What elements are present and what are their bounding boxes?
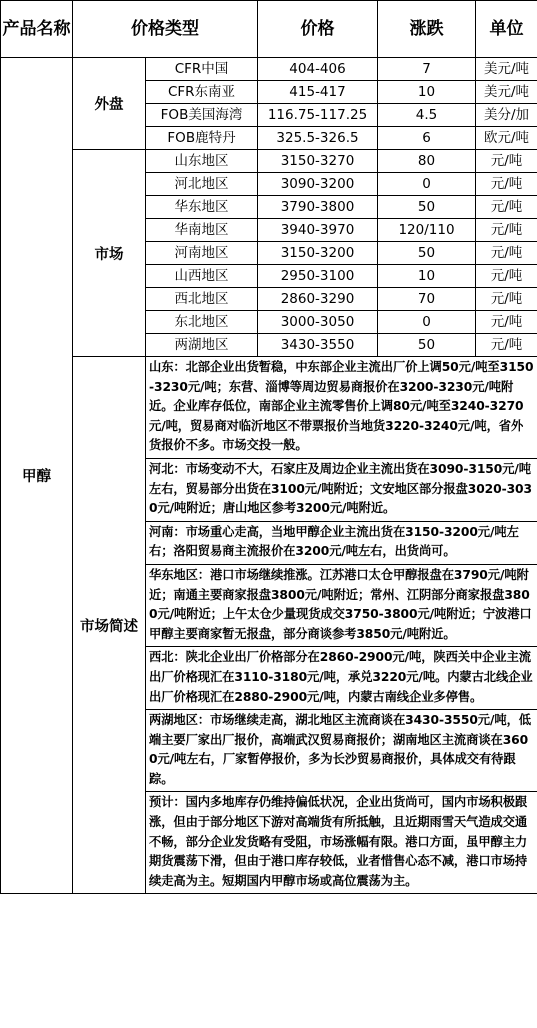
- table-body: [1, 58, 537, 894]
- price-cell: 116.75-117.25: [258, 104, 378, 127]
- unit-cell: 元/吨: [476, 265, 537, 288]
- change-cell: 120/110: [378, 219, 476, 242]
- group-foreign: 外盘: [73, 58, 146, 150]
- unit-cell: 元/吨: [476, 288, 537, 311]
- change-cell: 0: [378, 311, 476, 334]
- price-cell: 3150-3200: [258, 242, 378, 265]
- note-row: [146, 792, 537, 893]
- price-cell: 3090-3200: [258, 173, 378, 196]
- change-cell: 7: [378, 58, 476, 81]
- price-cell: 3150-3270: [258, 150, 378, 173]
- summary-notes: [146, 357, 537, 894]
- note-row: [146, 458, 537, 521]
- price-type-cell: 西北地区: [146, 288, 258, 311]
- note-row: [146, 357, 537, 458]
- price-cell: 404-406: [258, 58, 378, 81]
- note-text: 河北：市场变动不大，石家庄及周边企业主流出货在3090-3150元/吨左右，贸易部分出货在3100元/吨附近；文安地区部分报盘3020-3030元/吨附近；唐山地区参考3200元/吨附近。: [149, 461, 532, 516]
- product-name-cell: 甲醇: [1, 58, 73, 894]
- unit-cell: 欧元/吨: [476, 127, 537, 150]
- price-type-cell: CFR中国: [146, 58, 258, 81]
- price-cell: 2860-3290: [258, 288, 378, 311]
- group-summary: 市场简述: [73, 357, 146, 894]
- unit-cell: 元/吨: [476, 311, 537, 334]
- change-cell: 50: [378, 334, 476, 357]
- price-cell: 415-417: [258, 81, 378, 104]
- note-text: 华东地区：港口市场继续推涨。江苏港口太仓甲醇报盘在3790元/吨附近；南通主要商家报盘3800元/吨附近；常州、江阴部分商家报盘3800元/吨附近；上午太仓少量现货成交3750-3800元/吨附近；宁波港口甲醇主要商家暂无报盘，部分商谈参考3850元/吨附近。: [149, 567, 532, 641]
- note-cell: [146, 521, 537, 564]
- price-cell: 3790-3800: [258, 196, 378, 219]
- price-type-cell: 华南地区: [146, 219, 258, 242]
- unit-cell: 元/吨: [476, 242, 537, 265]
- table-row: [1, 58, 537, 81]
- change-cell: 70: [378, 288, 476, 311]
- unit-cell: 元/吨: [476, 219, 537, 242]
- change-cell: 80: [378, 150, 476, 173]
- price-type-cell: 东北地区: [146, 311, 258, 334]
- unit-cell: 元/吨: [476, 334, 537, 357]
- note-text: 西北：陕北企业出厂价格部分在2860-2900元/吨，陕西关中企业主流出厂价格现汇在3110-3180元/吨，承兑3220元/吨。内蒙古北线企业出厂价格现汇在2880-2900元/吨，内蒙古南线企业多停售。: [149, 650, 533, 704]
- header-product: 产品名称: [1, 1, 73, 58]
- change-cell: 10: [378, 265, 476, 288]
- unit-cell: 美分/加: [476, 104, 537, 127]
- notes-table: [146, 357, 537, 893]
- header-unit: 单位: [476, 1, 537, 58]
- price-type-cell: CFR东南亚: [146, 81, 258, 104]
- note-cell: [146, 564, 537, 646]
- change-cell: 50: [378, 242, 476, 265]
- group-market: 市场: [73, 150, 146, 357]
- price-cell: 3000-3050: [258, 311, 378, 334]
- price-cell: 2950-3100: [258, 265, 378, 288]
- price-type-cell: FOB鹿特丹: [146, 127, 258, 150]
- price-type-cell: 华东地区: [146, 196, 258, 219]
- price-type-cell: 河北地区: [146, 173, 258, 196]
- note-cell: [146, 792, 537, 893]
- unit-cell: 元/吨: [476, 150, 537, 173]
- unit-cell: 元/吨: [476, 173, 537, 196]
- note-cell: [146, 647, 537, 710]
- change-cell: 4.5: [378, 104, 476, 127]
- change-cell: 50: [378, 196, 476, 219]
- note-text: 两湖地区：市场继续走高，湖北地区主流商谈在3430-3550元/吨，低端主要厂家出厂报价，高端武汉贸易商报价；湖南地区主流商谈在3600元/吨左右，厂家暂停报价，多为长沙贸易商报价，具体成交有待跟踪。: [149, 713, 531, 786]
- unit-cell: 美元/吨: [476, 58, 537, 81]
- change-cell: 10: [378, 81, 476, 104]
- header-price: 价格: [258, 1, 378, 58]
- summary-row: [1, 357, 537, 894]
- note-row: [146, 710, 537, 792]
- header-price-type: 价格类型: [73, 1, 258, 58]
- note-cell: [146, 458, 537, 521]
- note-text: 河南：市场重心走高，当地甲醇企业主流出货在3150-3200元/吨左右；洛阳贸易商主流报价在3200元/吨左右，出货尚可。: [149, 524, 519, 559]
- price-type-cell: 山西地区: [146, 265, 258, 288]
- table-row: [1, 150, 537, 173]
- price-cell: 325.5-326.5: [258, 127, 378, 150]
- note-text: 预计：国内多地库存仍维持偏低状况，企业出货尚可，国内市场积极跟涨，但由于部分地区下游对高端货有所抵触，且近期雨雪天气造成交通不畅，部分企业发货略有受阻，市场涨幅有限。港口方面，虽甲醇主力期货震荡下滑，但由于港口库存较低，业者惜售心态不减，港口市场持续走高为主。短期国内甲醇市场或高位震荡为主。: [149, 795, 528, 888]
- price-cell: 3940-3970: [258, 219, 378, 242]
- price-type-cell: 两湖地区: [146, 334, 258, 357]
- note-row: [146, 647, 537, 710]
- header-change: 涨跌: [378, 1, 476, 58]
- price-cell: 3430-3550: [258, 334, 378, 357]
- unit-cell: 美元/吨: [476, 81, 537, 104]
- price-type-cell: 山东地区: [146, 150, 258, 173]
- note-row: [146, 564, 537, 646]
- note-cell: [146, 357, 537, 458]
- unit-cell: 元/吨: [476, 196, 537, 219]
- price-type-cell: 河南地区: [146, 242, 258, 265]
- price-type-cell: FOB美国海湾: [146, 104, 258, 127]
- note-cell: [146, 710, 537, 792]
- change-cell: 6: [378, 127, 476, 150]
- change-cell: 0: [378, 173, 476, 196]
- header-row: [1, 1, 537, 58]
- note-row: [146, 521, 537, 564]
- note-text: 山东：北部企业出货暂稳，中东部企业主流出厂价上调50元/吨至3150-3230元/吨；东营、淄博等周边贸易商报价在3200-3230元/吨附近。企业库存低位，南部企业主流零售价上调80元/吨至3240-3270元/吨，贸易商对临沂地区不带票报价当地货3220-3240元/吨，省外货报价不多。市场交投一般。: [149, 360, 534, 453]
